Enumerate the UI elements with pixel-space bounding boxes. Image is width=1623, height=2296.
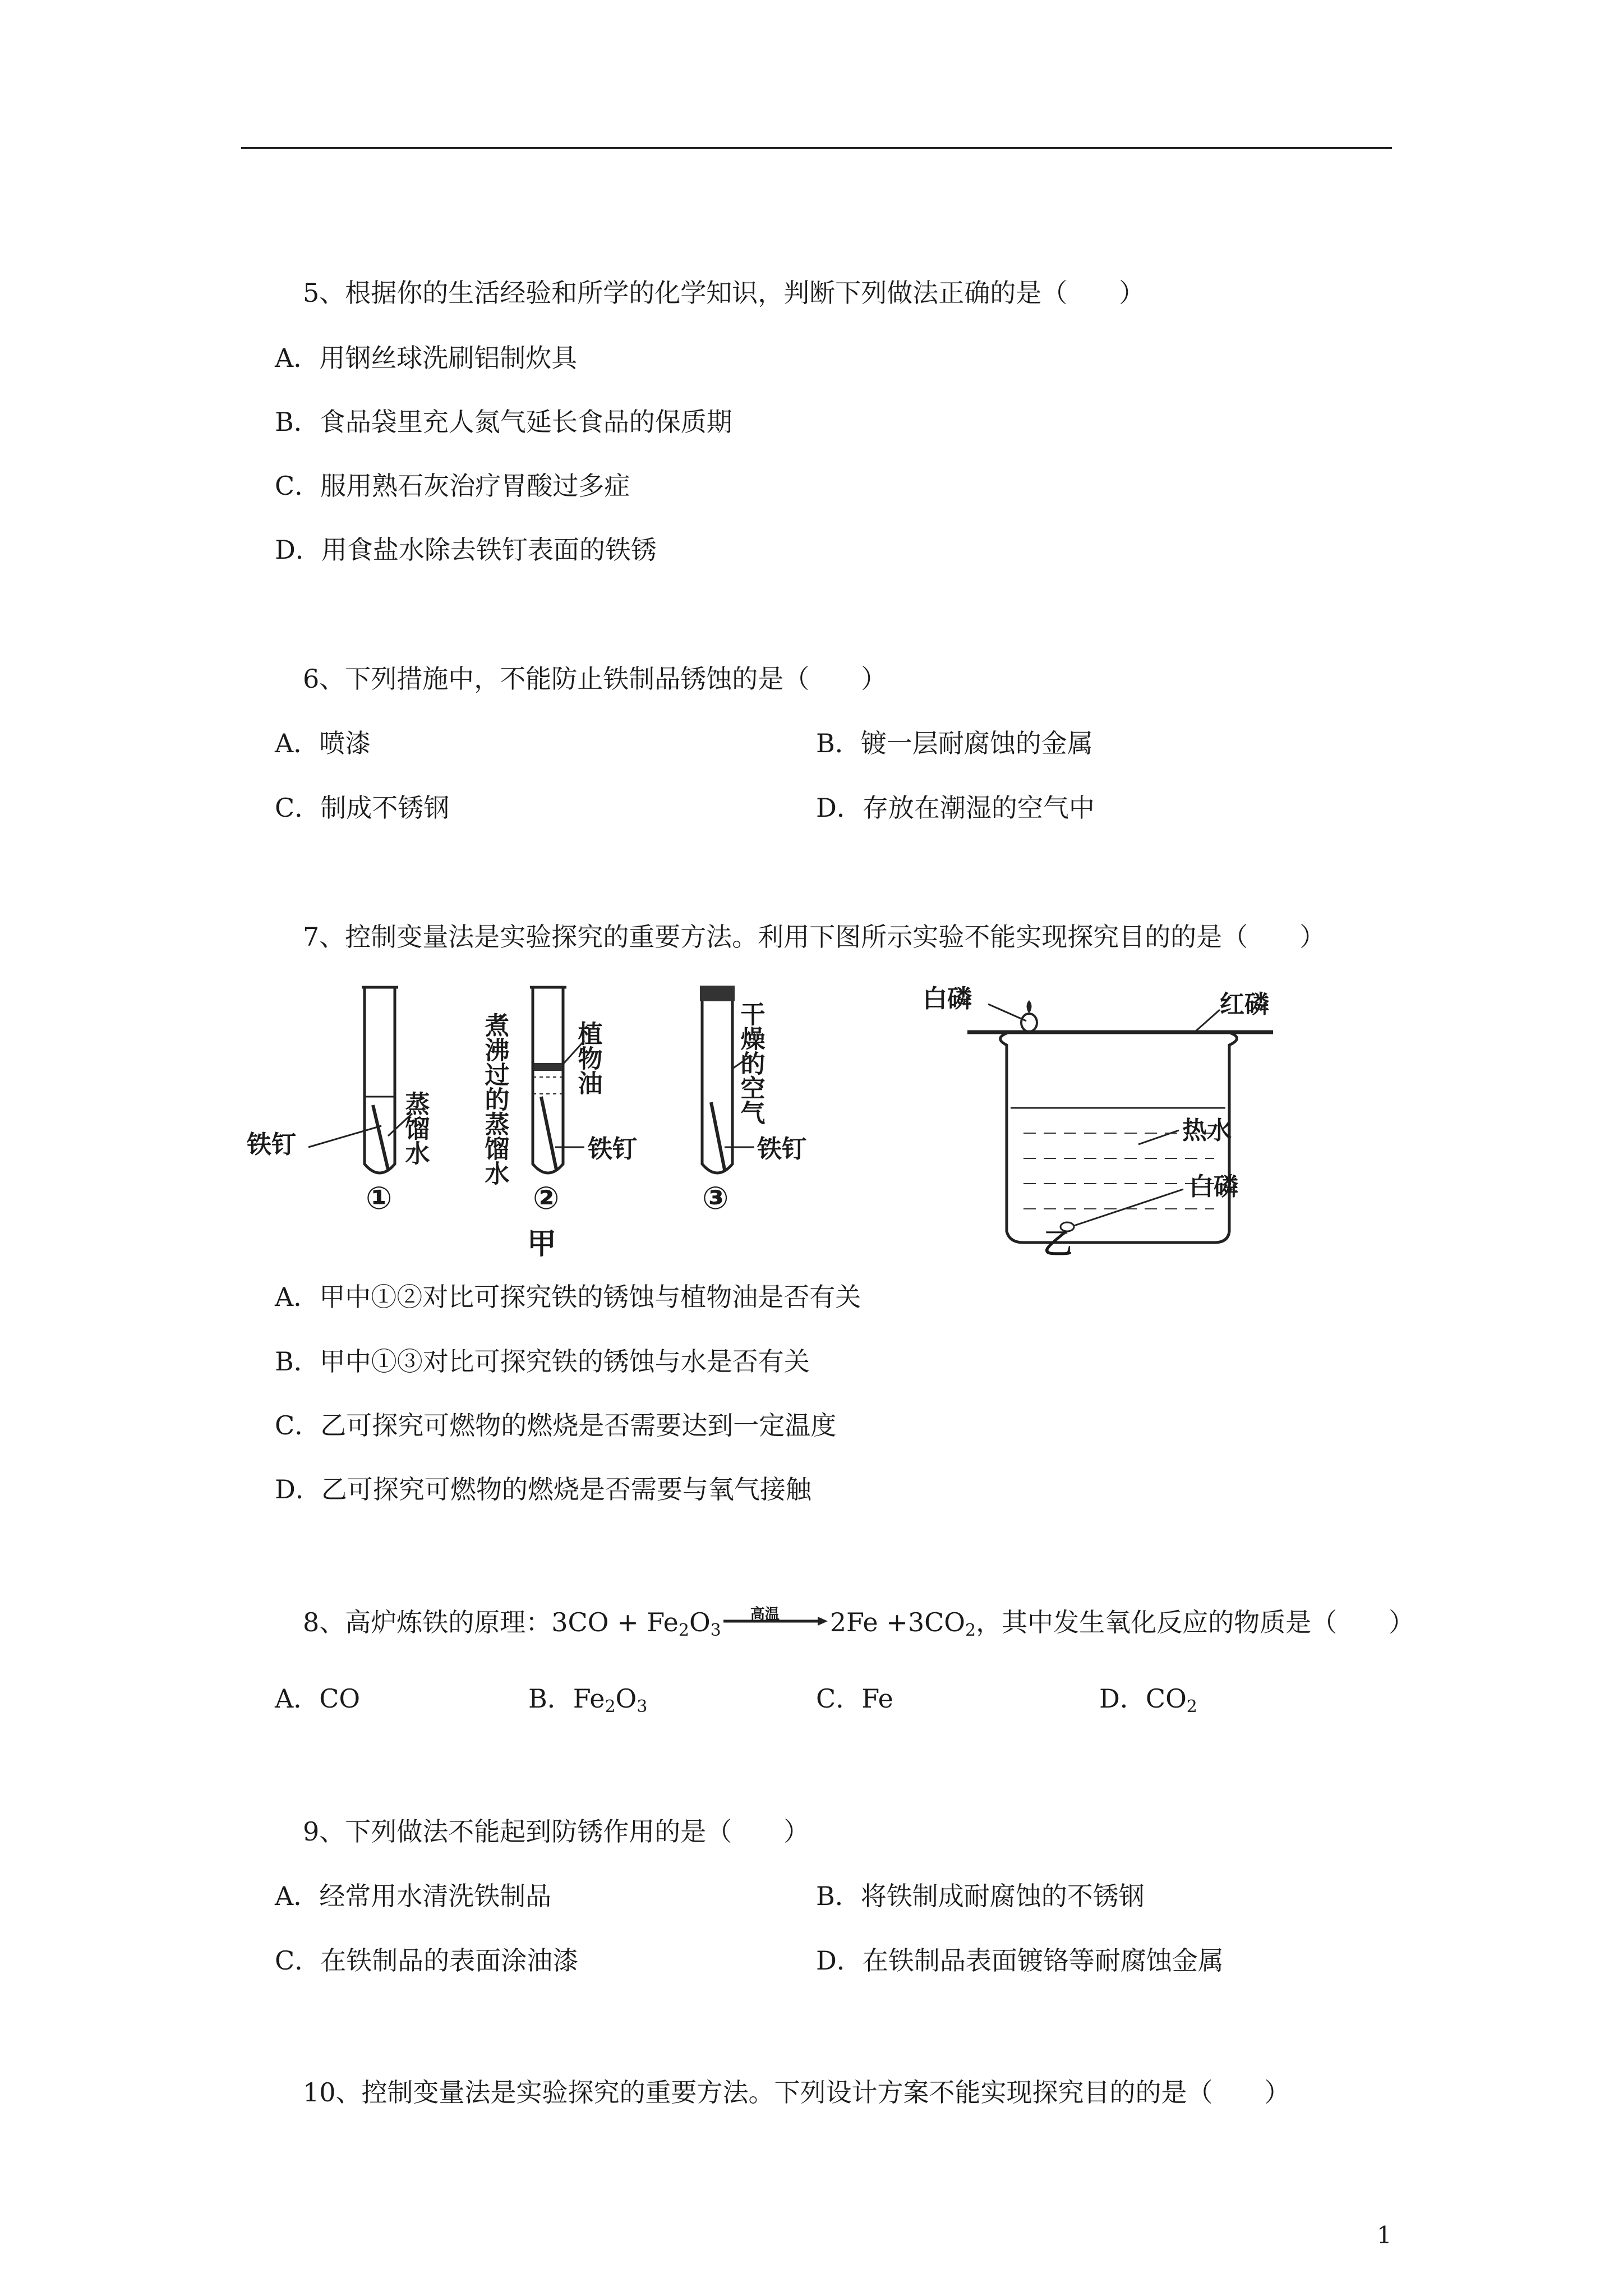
beaker-white-phosphorus-bottom-label: 白磷 xyxy=(1189,1172,1238,1201)
beaker-red-phosphorus-label: 红磷 xyxy=(1220,990,1269,1019)
q8-reaction-condition: 高温 xyxy=(750,1606,780,1623)
page-number: 1 xyxy=(1377,2221,1392,2249)
q8-option-d xyxy=(1099,1682,1197,1724)
tube1-nail-label: 铁钉 xyxy=(247,1130,296,1159)
arrow-icon xyxy=(722,1617,829,1628)
q8-option-b-text: B．Fe xyxy=(528,1683,605,1714)
q8-option-d-text: D．CO xyxy=(1099,1683,1187,1714)
q7-option-a: A．甲中①②对比可探究铁的锈蚀与植物油是否有关 xyxy=(275,1282,861,1312)
test-tube-1 xyxy=(308,987,412,1173)
figure-yi-label: 乙 xyxy=(1043,1227,1073,1259)
experiment-diagram xyxy=(241,979,1307,1259)
q6-option-c: C．制成不锈钢 xyxy=(275,793,450,823)
q5-option-a: A．用钢丝球洗刷铝制炊具 xyxy=(275,343,578,373)
q8-option-d-sub: 2 xyxy=(1186,1697,1197,1717)
q7-option-c: C．乙可探究可燃物的燃烧是否需要达到一定温度 xyxy=(275,1410,837,1441)
q8-reaction-arrow xyxy=(722,1605,829,1634)
q7-experiment-figure xyxy=(241,979,1307,1259)
q8-equation-left: 8、高炉炼铁的原理：3CO + Fe xyxy=(303,1607,679,1637)
q9-option-c: C．在铁制品的表面涂油漆 xyxy=(275,1945,579,1976)
q8-option-b-sub2: 3 xyxy=(637,1697,648,1717)
q7-stem: 7、控制变量法是实验探究的重要方法。利用下图所示实验不能实现探究目的的是（ ） xyxy=(303,922,1326,952)
q8-option-b xyxy=(528,1682,647,1724)
q8-o-subscript: 3 xyxy=(710,1621,721,1640)
q5-option-c: C．服用熟石灰治疗胃酸过多症 xyxy=(275,471,630,501)
tube3-dry-air-label: 干燥的空气 xyxy=(736,1001,765,1125)
beaker-white-phosphorus-top-label: 白磷 xyxy=(923,984,972,1013)
tube2-nail-label: 铁钉 xyxy=(588,1135,637,1163)
q8-option-b-o: O xyxy=(615,1683,637,1714)
tube1-number: ① xyxy=(366,1180,393,1217)
tube1-water-label: 蒸馏水 xyxy=(400,1091,430,1165)
q8-co2-subscript: 2 xyxy=(965,1621,976,1640)
tube2-number: ② xyxy=(533,1180,560,1217)
q5-stem: 5、根据你的生活经验和所学的化学知识，判断下列做法正确的是（ ） xyxy=(303,278,1145,308)
header-rule xyxy=(241,147,1392,149)
q6-option-b: B．镀一层耐腐蚀的金属 xyxy=(816,728,1093,758)
beaker-hot-water-label: 热水 xyxy=(1182,1116,1232,1145)
q6-option-d: D．存放在潮湿的空气中 xyxy=(816,793,1095,823)
q9-option-a: A．经常用水清洗铁制品 xyxy=(275,1881,552,1911)
q8-equation-right: 2Fe +3CO xyxy=(829,1607,965,1637)
q9-stem: 9、下列做法不能起到防锈作用的是（ ） xyxy=(303,1816,810,1847)
q6-stem: 6、下列措施中，不能防止铁制品锈蚀的是（ ） xyxy=(303,664,887,694)
q8-option-a: A．CO xyxy=(275,1683,361,1714)
tube3-number: ③ xyxy=(702,1180,729,1217)
figure-jia-label: 甲 xyxy=(527,1227,557,1259)
q5-option-b: B．食品袋里充人氮气延长食品的保质期 xyxy=(275,407,732,437)
q10-stem: 10、控制变量法是实验探究的重要方法。下列设计方案不能实现探究目的的是（ ） xyxy=(303,2077,1290,2108)
q8-question-end: ，其中发生氧化反应的物质是（ ） xyxy=(976,1607,1415,1637)
q9-option-d: D．在铁制品表面镀铬等耐腐蚀金属 xyxy=(816,1945,1224,1976)
q9-option-b: B．将铁制成耐腐蚀的不锈钢 xyxy=(816,1881,1145,1911)
tube2-oil-label: 植物油 xyxy=(573,1021,602,1095)
tube3-nail-label: 铁钉 xyxy=(757,1135,806,1163)
q8-fe-subscript: 2 xyxy=(678,1621,689,1640)
q6-option-a: A．喷漆 xyxy=(275,728,371,758)
q7-option-d: D．乙可探究可燃物的燃烧是否需要与氧气接触 xyxy=(275,1474,811,1504)
q8-option-b-sub1: 2 xyxy=(605,1697,616,1717)
tube2-boiled-water-label: 煮沸过的蒸馏水 xyxy=(480,1013,509,1185)
q7-option-b: B．甲中①③对比可探究铁的锈蚀与水是否有关 xyxy=(275,1346,810,1377)
q8-option-c: C．Fe xyxy=(816,1683,893,1714)
q8-oxygen: O xyxy=(689,1607,711,1637)
q8-stem xyxy=(303,1605,1414,1648)
q5-option-d: D．用食盐水除去铁钉表面的铁锈 xyxy=(275,535,657,565)
